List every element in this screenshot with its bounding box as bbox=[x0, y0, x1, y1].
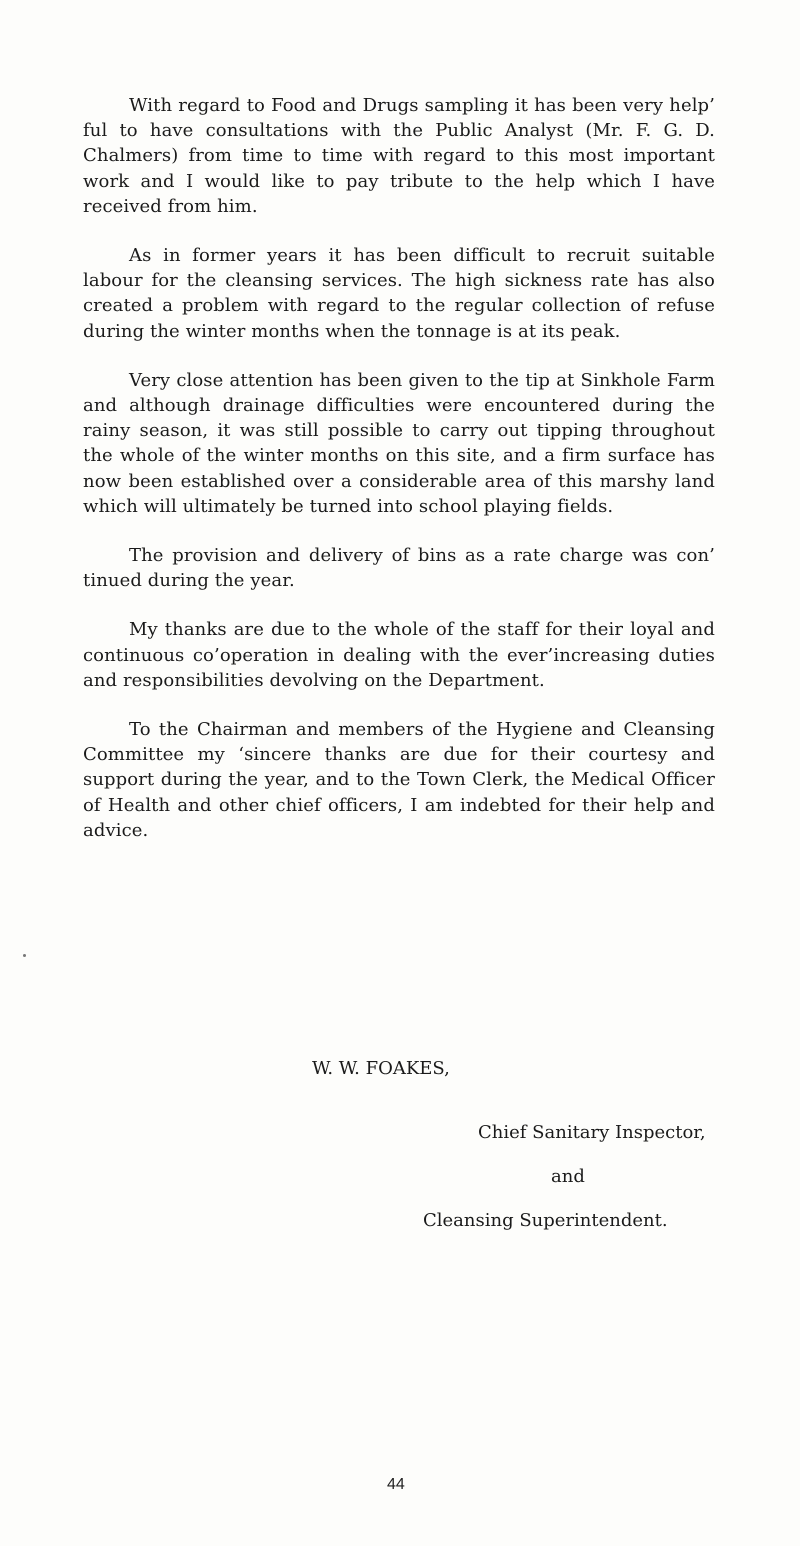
paragraph-committee-thanks: To the Chairman and members of the Hygiene and Cleansing Committee my ‘sincere thanks are due for their courtesy and support during the year, and to the Town Clerk, the Medical Officer of Health and other chief officers, I am indebted for their help and advice. bbox=[83, 719, 715, 841]
scan-speck bbox=[23, 954, 26, 957]
signatory-name: W. W. FOAKES, bbox=[312, 1058, 450, 1079]
paragraph-staff-thanks: My thanks are due to the whole of the staff for their loyal and continuous co’operation in dealing with the ever’increasing duties and responsibilities devolving on the Department. bbox=[83, 619, 715, 691]
paragraph-food-and-drugs: With regard to Food and Drugs sampling it has been very help’ ful to have consultations with the Public Analyst (Mr. F. G. D. Chalmers) from time to time with regard to this most important work and I would like to pay tribute to the help which I have received from him. bbox=[83, 95, 715, 217]
paragraph-bins: The provision and delivery of bins as a rate charge was con’ tinued during the year. bbox=[83, 545, 715, 592]
paragraph-labour: As in former years it has been difficult to recruit suitable labour for the cleansing services. The high sickness rate has also created a problem with regard to the regular collection of refuse during the winter months when the tonnage is at its peak. bbox=[83, 245, 715, 342]
paragraph-sinkhole-farm: Very close attention has been given to the tip at Sinkhole Farm and although drainage difficulties were encountered during the rainy season, it was still possible to carry out tipping throughout the whole of the winter months on this site, and a firm surface has now been established over a considerable area of this marshy land which will ultimately be turned into school playing fields. bbox=[83, 369, 715, 517]
signatory-role: Cleansing Superintendent. bbox=[423, 1210, 668, 1231]
signatory-conjunction: and bbox=[551, 1166, 585, 1187]
report-body bbox=[83, 93, 715, 867]
page-number: 44 bbox=[387, 1476, 405, 1493]
signatory-title: Chief Sanitary Inspector, bbox=[478, 1122, 706, 1143]
